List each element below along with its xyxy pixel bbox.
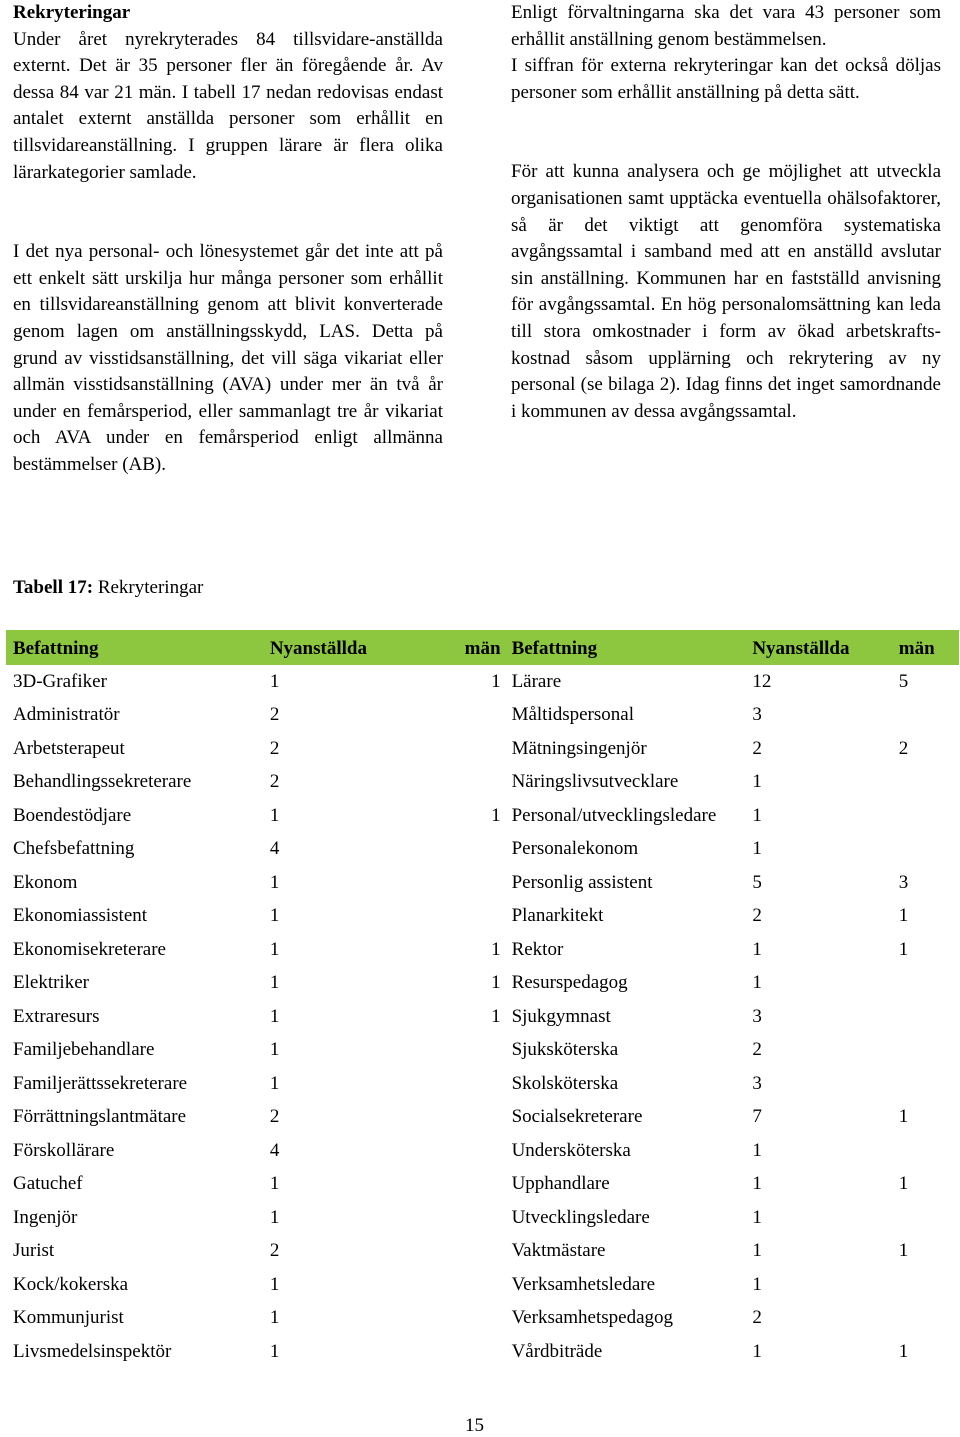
cell-man-2 (893, 1134, 959, 1168)
cell-nyanstallda-2: 1 (752, 972, 762, 994)
cell-nyanstallda-2: 1 (752, 1240, 762, 1262)
cell-nyanstallda-1: 4 (269, 1139, 280, 1161)
cell-man-1 (445, 1268, 506, 1302)
cell-befattning-1: Förskollärare (13, 1139, 115, 1161)
cell-man-2: 1 (898, 1106, 909, 1128)
cell-befattning-1: Gatuchef (13, 1173, 83, 1195)
cell-befattning-2: Skolsköterska (511, 1072, 619, 1094)
section-heading: Rekryteringar (13, 2, 131, 23)
cell-nyanstallda-2: 2 (752, 1307, 762, 1329)
table-body (6, 665, 959, 1369)
cell-man-1 (445, 866, 506, 900)
cell-befattning-1: Kommunjurist (13, 1307, 124, 1329)
cell-befattning-1: Familjerättssekreterare (13, 1072, 188, 1094)
cell-nyanstallda-2: 1 (752, 1139, 762, 1161)
cell-man-2: 1 (898, 1173, 909, 1195)
paragraph-recruitment-summary: Under året nyrekryterades 84 tillsvidare-anställda externt. Det är 35 personer fler än föregående år. Av dessa 84 var 21 män. I tabell 17 nedan redovisas endast antalet externt anställda personer som erhållit en tillsvidareanställning. I gruppen lärare är flera olika lärarkategorier samlade. (13, 28, 443, 183)
cell-befattning-2: Sjuksköterska (511, 1039, 619, 1061)
cell-befattning-2: Verksamhetsledare (511, 1273, 656, 1295)
cell-man-1 (445, 1302, 506, 1336)
cell-man-1 (445, 1201, 506, 1235)
table-caption-text: Rekryteringar (93, 577, 204, 598)
cell-man-2: 3 (898, 871, 909, 893)
cell-befattning-2: Planarkitekt (511, 905, 604, 927)
cell-man-1: 1 (491, 670, 501, 692)
cell-man-2 (893, 1034, 959, 1068)
header-nyanstallda-2: Nyanställda (752, 638, 850, 659)
cell-nyanstallda-1: 4 (269, 838, 280, 860)
cell-nyanstallda-1: 1 (269, 871, 280, 893)
table-row (6, 1034, 959, 1068)
cell-nyanstallda-1: 1 (269, 1340, 280, 1362)
cell-nyanstallda-2: 1 (752, 771, 762, 793)
table-caption-label: Tabell 17: (13, 577, 94, 598)
cell-man-2 (893, 1201, 959, 1235)
cell-befattning-1: Förrättningslantmätare (13, 1106, 187, 1128)
table-row (6, 1134, 959, 1168)
header-nyanstallda-1: Nyanställda (269, 638, 367, 659)
cell-man-2: 1 (898, 938, 909, 960)
cell-man-1 (445, 1034, 506, 1068)
cell-nyanstallda-1: 2 (269, 737, 280, 759)
cell-nyanstallda-2: 7 (752, 1106, 762, 1128)
cell-befattning-2: Näringslivsutvecklare (511, 771, 679, 793)
cell-man-2: 5 (898, 670, 909, 692)
cell-nyanstallda-1: 2 (269, 1240, 280, 1262)
table-row (6, 1000, 959, 1034)
cell-befattning-1: Boendestödjare (13, 804, 132, 826)
recruitment-table (6, 630, 959, 1369)
table-row (6, 699, 959, 733)
paragraph-external-recruitment: I siffran för externa rekryteringar kan det också döljas personer som erhållit anställning på detta sätt. (511, 55, 941, 103)
cell-befattning-1: Ekonomiassistent (13, 905, 148, 927)
cell-befattning-2: Mätningsingenjör (511, 737, 647, 759)
paragraph-administrations-count: Enligt förvaltningarna ska det vara 43 personer som erhållit anställning genom bestämmelsen. (511, 2, 941, 50)
table-row (6, 732, 959, 766)
cell-nyanstallda-2: 1 (752, 838, 762, 860)
cell-man-2 (893, 1268, 959, 1302)
cell-nyanstallda-2: 1 (752, 1340, 762, 1362)
cell-befattning-2: Sjukgymnast (511, 1005, 611, 1027)
cell-nyanstallda-1: 1 (269, 1072, 280, 1094)
cell-nyanstallda-2: 12 (752, 670, 772, 692)
table-row (6, 665, 959, 699)
cell-nyanstallda-2: 3 (752, 1005, 762, 1027)
cell-nyanstallda-1: 1 (269, 1173, 280, 1195)
cell-man-2 (893, 1000, 959, 1034)
cell-man-1 (445, 1335, 506, 1369)
cell-nyanstallda-1: 2 (269, 1106, 280, 1128)
table-row (6, 1067, 959, 1101)
cell-nyanstallda-1: 1 (269, 1039, 280, 1061)
header-man-2: män (898, 638, 935, 659)
cell-man-1 (445, 1134, 506, 1168)
cell-befattning-2: Lärare (511, 670, 562, 692)
table-row (6, 1268, 959, 1302)
cell-befattning-1: Kock/kokerska (13, 1273, 129, 1295)
cell-nyanstallda-2: 1 (752, 938, 762, 960)
header-befattning-1: Befattning (13, 638, 99, 659)
cell-befattning-2: Resurspedagog (511, 972, 628, 994)
cell-nyanstallda-1: 2 (269, 771, 280, 793)
cell-nyanstallda-1: 1 (269, 972, 280, 994)
cell-nyanstallda-2: 3 (752, 704, 762, 726)
cell-befattning-2: Undersköterska (511, 1139, 631, 1161)
cell-befattning-1: Arbetsterapeut (13, 737, 125, 759)
cell-nyanstallda-1: 1 (269, 1307, 280, 1329)
cell-befattning-1: Elektriker (13, 972, 89, 994)
table-row (6, 900, 959, 934)
cell-man-2 (893, 1302, 959, 1336)
cell-nyanstallda-2: 1 (752, 804, 762, 826)
cell-befattning-2: Verksamhetspedagog (511, 1307, 674, 1329)
cell-nyanstallda-2: 5 (752, 871, 762, 893)
cell-befattning-2: Vaktmästare (511, 1240, 606, 1262)
cell-befattning-2: Personal/utvecklingsledare (511, 804, 717, 826)
cell-befattning-1: Familjebehandlare (13, 1039, 155, 1061)
cell-man-2 (893, 699, 959, 733)
cell-befattning-1: Administratör (13, 704, 120, 726)
cell-man-2 (893, 799, 959, 833)
cell-befattning-1: Ingenjör (13, 1206, 78, 1228)
cell-man-1 (445, 1235, 506, 1269)
cell-man-2 (893, 1067, 959, 1101)
cell-befattning-1: Behandlingssekreterare (13, 771, 192, 793)
cell-man-2: 1 (898, 905, 909, 927)
cell-man-1: 1 (491, 1005, 501, 1027)
cell-nyanstallda-1: 1 (269, 804, 280, 826)
cell-man-1: 1 (491, 804, 501, 826)
cell-befattning-2: Personlig assistent (511, 871, 653, 893)
cell-man-1 (445, 766, 506, 800)
table-caption (13, 577, 203, 599)
cell-nyanstallda-1: 1 (269, 1273, 280, 1295)
cell-befattning-2: Socialsekreterare (511, 1106, 643, 1128)
cell-nyanstallda-2: 1 (752, 1173, 762, 1195)
table-row (6, 766, 959, 800)
cell-befattning-1: Jurist (13, 1240, 55, 1262)
cell-befattning-2: Personalekonom (511, 838, 639, 860)
cell-nyanstallda-2: 1 (752, 1273, 762, 1295)
table-row (6, 1235, 959, 1269)
table-row (6, 1201, 959, 1235)
cell-nyanstallda-1: 1 (269, 905, 280, 927)
cell-befattning-1: Ekonom (13, 871, 78, 893)
cell-befattning-2: Vårdbiträde (511, 1340, 603, 1362)
cell-nyanstallda-2: 2 (752, 905, 762, 927)
cell-befattning-1: Extraresurs (13, 1005, 100, 1027)
cell-nyanstallda-1: 2 (269, 704, 280, 726)
cell-man-1 (445, 1168, 506, 1202)
table-row (6, 1335, 959, 1369)
page-number: 15 (465, 1415, 484, 1436)
cell-man-1 (445, 1101, 506, 1135)
table-row (6, 833, 959, 867)
table-row (6, 933, 959, 967)
cell-befattning-2: Utvecklingsledare (511, 1206, 650, 1228)
cell-man-1 (445, 732, 506, 766)
cell-nyanstallda-2: 2 (752, 1039, 762, 1061)
cell-man-2 (893, 766, 959, 800)
cell-nyanstallda-1: 1 (269, 1206, 280, 1228)
cell-befattning-2: Upphandlare (511, 1173, 610, 1195)
cell-befattning-1: Livsmedelsinspektör (13, 1340, 172, 1362)
cell-befattning-1: Chefsbefattning (13, 838, 135, 860)
cell-man-2: 1 (898, 1240, 909, 1262)
table-header-row (6, 630, 959, 665)
cell-man-1: 1 (491, 938, 501, 960)
header-man-1: män (464, 638, 501, 659)
cell-nyanstallda-1: 1 (269, 670, 280, 692)
cell-befattning-2: Rektor (511, 938, 564, 960)
table-row (6, 1168, 959, 1202)
cell-man-1 (445, 900, 506, 934)
cell-befattning-1: Ekonomisekreterare (13, 938, 166, 960)
paragraph-exit-interviews: För att kunna analysera och ge möjlighet att utveckla organisationen samt upptäcka eventuella ohälsofaktorer, så är det viktigt att genomföra systematiska avgångssamtal i samband med att en anställd avslutar sin anställning. Kommunen har en fastställd anvisning för avgångssamtal. En hög personalomsättning kan leda till stora omkostnader i form av ökad arbetskrafts-kostnad såsom upplärning och rekrytering av ny personal (se bilaga 2). Idag finns det inget samordnande i kommunen av dessa avgångssamtal. (511, 161, 941, 422)
cell-man-1 (445, 699, 506, 733)
cell-nyanstallda-2: 1 (752, 1206, 762, 1228)
table-row (6, 967, 959, 1001)
cell-man-2: 1 (898, 1340, 909, 1362)
cell-befattning-1: 3D-Grafiker (13, 670, 107, 692)
cell-nyanstallda-2: 3 (752, 1072, 762, 1094)
cell-man-1: 1 (491, 972, 501, 994)
table-row (6, 866, 959, 900)
cell-befattning-2: Måltidspersonal (511, 704, 634, 726)
cell-man-2 (893, 833, 959, 867)
cell-man-2 (893, 967, 959, 1001)
right-column (511, 0, 941, 425)
cell-nyanstallda-2: 2 (752, 737, 762, 759)
cell-man-2: 2 (898, 737, 909, 759)
left-column (13, 0, 443, 479)
table-row (6, 1101, 959, 1135)
cell-man-1 (445, 1067, 506, 1101)
cell-man-1 (445, 833, 506, 867)
header-befattning-2: Befattning (511, 638, 598, 659)
table-row (6, 799, 959, 833)
cell-nyanstallda-1: 1 (269, 938, 280, 960)
cell-nyanstallda-1: 1 (269, 1005, 280, 1027)
table-row (6, 1302, 959, 1336)
paragraph-las-conversion: I det nya personal- och lönesystemet går det inte att på ett enkelt sätt urskilja hur många personer som erhållit en tillsvidareanställning genom att blivit konverterade genom lagen om anställningsskydd, LAS. Detta på grund av visstidsanställning, det vill säga vikariat eller allmän visstidsanställning (AVA) under mer än två år under en femårsperiod, eller sammanlagt tre år vikariat och AVA under en femårsperiod enligt allmänna bestämmelser (AB). (13, 241, 443, 475)
